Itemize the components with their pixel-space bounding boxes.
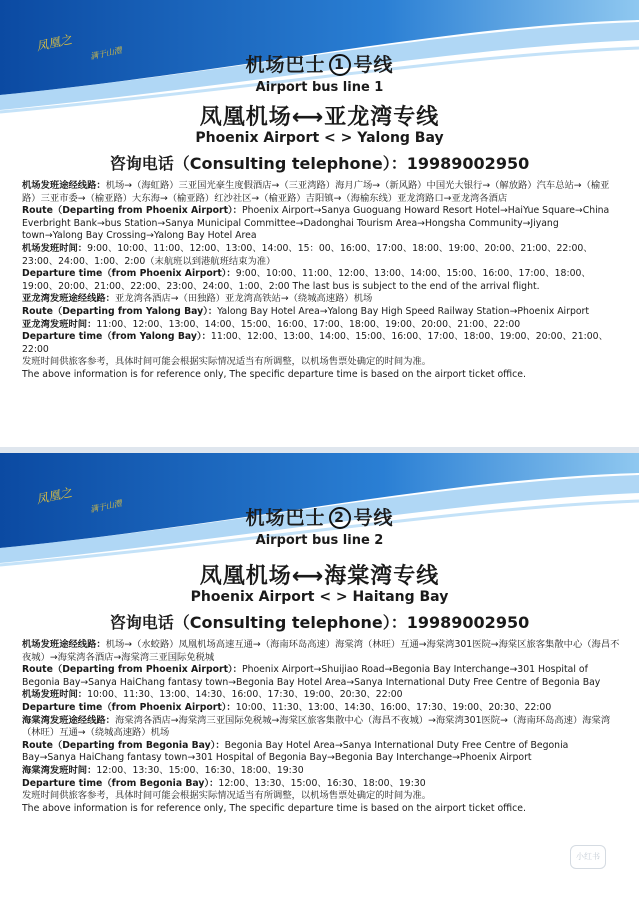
logo: 凤凰之 满于山澧 (35, 485, 123, 515)
departure-cn: 机场发班时间：10:00、11:30、13:00、14:30、16:00、17:30、19:00、20:30、22:00 (22, 689, 403, 701)
schedule-text (22, 180, 622, 382)
return-time-cn: 亚龙湾发班时间：11:00、12:00、13:00、14:00、15:00、16:00、17:00、18:00、19:00、20:00、21:00、22:00 (22, 318, 521, 330)
route-en: Route（Departing from Phoenix Airport）：Phoenix Airport→Shuijiao Road→Begonia Bay Interchange→301 Hospital of Begonia Bay→Sanya HaiChang fantasy town→Begonia Bay Hotel Area→Sanya International Duty Free Centre of Begonia Bay (22, 664, 601, 688)
departure-cn: 机场发班时间：9:00、10:00、11:00、12:00、13:00、14:00、15：00、16:00、17:00、18:00、19:00、20:00、21:00、22:00、23:00、24:00、1:00、2:00（末航班以到港航班结束为准） (22, 242, 593, 267)
schedule-text (22, 639, 622, 815)
bus-line-1-panel (0, 0, 639, 447)
watermark: 小红书 (570, 845, 606, 869)
return-stops-cn: 海棠湾发班途经线路：海棠湾各酒店→海棠湾三亚国际免税城→海棠区旅客集散中心（海昌不夜城）→海棠湾301医院→（海南环岛高速）海棠湾（林旺）互通→（绕城高速路）机场 (22, 714, 611, 739)
note-cn: 发班时间供旅客参考，具体时间可能会根据实际情况适当有所调整，以机场售票处确定的时间为准。 (22, 790, 432, 802)
stops-cn: 机场发班途经线路：机场→（海虹路）三亚国光豪生度假酒店→（三亚湾路）海月广场→（新风路）中国光大银行→（解放路）汽车总站→（榆亚路）三亚市委→（榆亚路）大东海→（榆亚路）红沙社区→（榆亚路）吉阳镇→（海榆东线）亚龙湾路口→亚龙湾各酒店 (22, 180, 610, 204)
stops-cn: 机场发班途经线路：机场→（水蛟路）凤凰机场高速互通→（海南环岛高速）海棠湾（林旺）互通→海棠湾301医院→海棠区旅客集散中心（海昌不夜城）→海棠湾各酒店→海棠湾三亚国际免税城 (22, 639, 620, 663)
line-title: 机场巴士 1 号线 (245, 54, 394, 76)
consulting-telephone: 咨询电话（Consulting telephone）：19989002950 (109, 154, 530, 173)
return-stops-cn: 亚龙湾发班途经线路：亚龙湾各酒店→（田独路）亚龙湾高铁站→（绕城高速路）机场 (22, 293, 373, 305)
return-route-en: Route（Departing from Begonia Bay）：Begonia Bay Hotel Area→Sanya International Duty Free Centre of Begonia Bay→Sanya HaiChang fantasy town→301 Hospital of Begonia Bay→Begonia Bay Interchange→Phoenix Airport (22, 739, 569, 764)
bus-line-2-panel (0, 453, 639, 904)
note-en: The above information is for reference only, The specific departure time is based on the airport ticket office. (22, 368, 526, 380)
return-time-cn: 海棠湾发班时间：12:00、13:30、15:00、16:30、18:00、19:30 (22, 764, 304, 776)
return-time-en: Departure time（from Yalong Bay）：11:00、12:00、13:00、14:00、15:00、16:00、17:00、18:00、19:00、20:00、21:00、22:00 (22, 331, 608, 355)
consulting-telephone: 咨询电话（Consulting telephone）：19989002950 (109, 613, 530, 632)
departure-en: Departure time（from Phoenix Airport）：10:00、11:30、13:00、14:30、16:00、17:30、19:00、20:30、22:00 (22, 701, 552, 713)
route-title: 凤凰机场⟷海棠湾专线 (199, 564, 440, 589)
line-title-en: Airport bus line 1 (255, 80, 384, 95)
logo: 凤凰之 满于山澧 (35, 32, 123, 62)
route-title: 凤凰机场⟷亚龙湾专线 (199, 105, 440, 130)
return-time-en: Departure time（from Begonia Bay）：12:00、13:30、15:00、16:30、18:00、19:30 (22, 777, 426, 789)
note-en: The above information is for reference only, The specific departure time is based on the airport ticket office. (22, 802, 526, 814)
route-title-en: Phoenix Airport < > Haitang Bay (190, 589, 449, 605)
line-title-en: Airport bus line 2 (255, 533, 384, 548)
return-route-en: Route（Departing from Yalong Bay）：Yalong Bay Hotel Area→Yalong Bay High Speed Railway Station→Phoenix Airport (22, 305, 590, 317)
departure-en: Departure time（from Phoenix Airport）：9:00、10:00、11:00、12:00、13:00、14:00、15:00、16:00、17:00、18:00、19:00、20:00、21:00、22:00、23:00、24:00、1:00、2:00 The last bus is subject to the end of the arrival flight. (22, 268, 591, 292)
route-en: Route（Departing from Phoenix Airport）：Phoenix Airport→Sanya Guoguang Howard Resort Hotel→HaiYue Square→China Everbright Bank→bus Station→Sanya Municipal Committee→Dadonghai Tourism Area→Hongsha Community→Jiyang town→Yalong Bay Crossing→Yalong Bay Hotel Area (22, 205, 610, 242)
route-title-en: Phoenix Airport < > Yalong Bay (195, 130, 444, 146)
note-cn: 发班时间供旅客参考，具体时间可能会根据实际情况适当有所调整，以机场售票处确定的时间为准。 (22, 356, 432, 368)
line-title: 机场巴士 2 号线 (245, 507, 394, 529)
